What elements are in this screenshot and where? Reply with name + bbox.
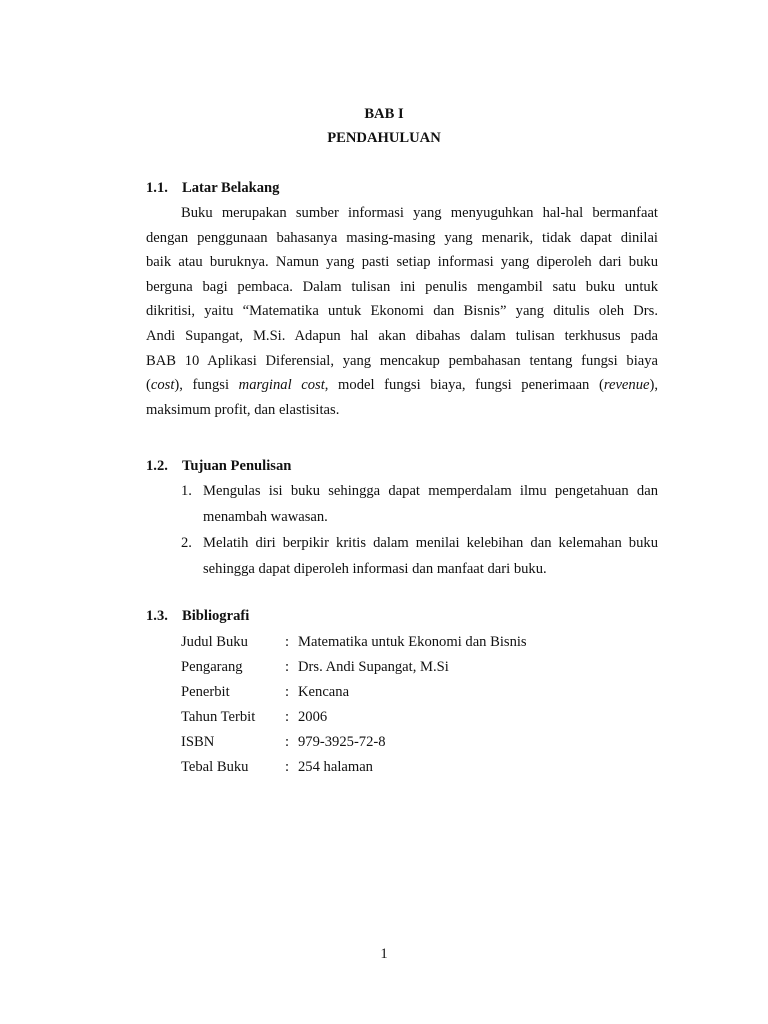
section-number: 1.2. (146, 458, 168, 474)
section-heading-latar-belakang (146, 180, 279, 197)
bibliography-label: Judul Buku (181, 634, 248, 650)
bibliography-colon: : (285, 709, 290, 725)
paragraph-line: dengan penggunaan bahasanya masing-masing yang menarik, tidak dapat dinilai (146, 229, 658, 246)
section-title: Latar Belakang (182, 180, 280, 196)
bibliography-value: 979-3925-72-8 (298, 734, 386, 750)
list-item-line: sehingga dapat diperoleh informasi dan manfaat dari buku. (203, 561, 547, 577)
latar-belakang-paragraph (146, 201, 658, 422)
bibliography-row (181, 655, 527, 680)
bibliography-row (181, 730, 527, 755)
section-number: 1.1. (146, 180, 168, 196)
bibliography-value: Drs. Andi Supangat, M.Si (298, 659, 449, 675)
bibliography-value: Kencana (298, 684, 350, 700)
section-heading-bibliografi (146, 608, 249, 625)
page-number: 1 (380, 946, 388, 962)
section-title: Tujuan Penulisan (182, 458, 292, 474)
bibliography-table (181, 630, 527, 780)
section-heading-tujuan-penulisan (146, 458, 291, 475)
paragraph-line: Andi Supangat, M.Si. Adapun hal akan dibahas dalam tulisan terkhusus pada (146, 327, 658, 344)
section-title: Bibliografi (182, 608, 250, 624)
list-item-number: 1. (181, 483, 192, 499)
list-item-line: menambah wawasan. (203, 509, 328, 525)
paragraph-line: berguna bagi pembaca. Dalam tulisan ini penulis mengambil satu buku untuk (146, 278, 658, 295)
chapter-title: PENDAHULUAN (327, 130, 441, 146)
bibliography-label: Penerbit (181, 684, 230, 700)
bibliography-colon: : (285, 759, 290, 775)
list-item (181, 478, 658, 530)
bibliography-label: Pengarang (181, 659, 243, 675)
paragraph-line: baik atau buruknya. Namun yang pasti setiap informasi yang diperoleh dari buku (146, 254, 658, 271)
paragraph-line: maksimum profit, dan elastisitas. (146, 401, 340, 418)
bibliography-row (181, 630, 527, 655)
tujuan-list (181, 478, 658, 582)
section-number: 1.3. (146, 608, 168, 624)
bibliography-value: 2006 (298, 709, 328, 725)
paragraph-line: dikritisi, yaitu “Matematika untuk Ekonomi dan Bisnis” yang ditulis oleh Drs. (146, 303, 658, 320)
bibliography-colon: : (285, 684, 290, 700)
bibliography-value: 254 halaman (298, 759, 373, 775)
list-item-line: Melatih diri berpikir kritis dalam menilai kelebihan dan kelemahan buku (203, 535, 658, 551)
bibliography-label: Tebal Buku (181, 759, 249, 775)
bibliography-row (181, 705, 527, 730)
paragraph-line-italic: (cost), fungsi marginal cost, model fungsi biaya, fungsi penerimaan (revenue), (146, 377, 659, 394)
list-item-line: Mengulas isi buku sehingga dapat memperdalam ilmu pengetahuan dan (203, 483, 658, 499)
bibliography-label: Tahun Terbit (181, 709, 256, 725)
bibliography-row (181, 755, 527, 780)
bibliography-label: ISBN (181, 734, 215, 750)
paragraph-line: BAB 10 Aplikasi Diferensial, yang mencakup pembahasan tentang fungsi biaya (146, 352, 658, 369)
bibliography-value: Matematika untuk Ekonomi dan Bisnis (298, 634, 527, 650)
bibliography-colon: : (285, 634, 290, 650)
chapter-label: BAB I (364, 106, 404, 122)
list-item-number: 2. (181, 535, 192, 551)
bibliography-row (181, 680, 527, 705)
bibliography-colon: : (285, 659, 290, 675)
bibliography-colon: : (285, 734, 290, 750)
list-item (181, 530, 658, 582)
paragraph-line: Buku merupakan sumber informasi yang menyuguhkan hal-hal bermanfaat (181, 205, 658, 221)
